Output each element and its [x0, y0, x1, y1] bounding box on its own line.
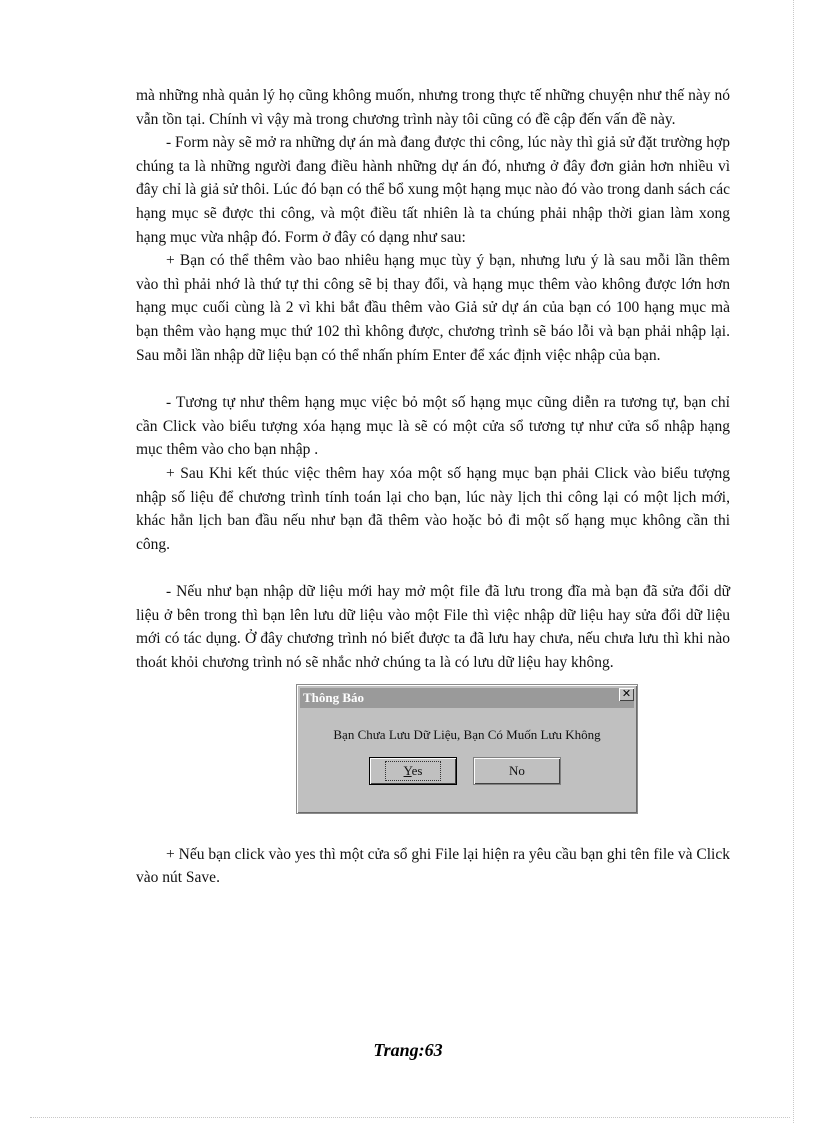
dialog-figure	[136, 684, 730, 834]
paragraph-4: - Tương tự như thêm hạng mục việc bỏ một số hạng mục cũng diễn ra tương tự, bạn chỉ cần Click vào biểu tượng xóa hạng mục là sẽ có một cửa sổ tương tự như cửa sổ nhập hạng mục thêm vào cho bạn nhập .	[136, 394, 730, 459]
paragraph-2: - Form này sẽ mở ra những dự án mà đang được thi công, lúc này thì giả sử đặt trường hợp chúng ta là những người đang điều hành những dự án đó, nhưng ở đây đơn giản hơn nhiều vì đây chỉ là giả sử thôi. Lúc đó bạn có thể bổ xung một hạng mục nào đó vào trong danh sách các hạng mục sẽ được thi công, và một điều tất nhiên là ta chúng phải nhập thời gian làm xong hạng mục vừa nhập đó. Form ở đây có dạng như sau:	[136, 134, 730, 246]
paragraph-5: + Sau Khi kết thúc việc thêm hay xóa một số hạng mục bạn phải Click vào biểu tượng nhập số liệu để chương trình tính toán lại cho bạn, lúc này lịch thi công lại có một lịch mới, khác hẳn lịch ban đầu nếu như bạn đã thêm vào hoặc bỏ đi một số hạng mục không cần thi công.	[136, 464, 730, 553]
paragraph-1: mà những nhà quản lý họ cũng không muốn, nhưng trong thực tế những chuyện như thế này nó vẫn tồn tại. Chính vì vậy mà trong chương trình này tôi cũng có đề cập đến vấn đề này.	[136, 87, 730, 128]
paragraph-7: + Nếu bạn click vào yes thì một cửa sổ ghi File lại hiện ra yêu cầu bạn ghi tên file và Click vào nút Save.	[136, 845, 730, 887]
paragraph-3: + Bạn có thể thêm vào bao nhiêu hạng mục tùy ý bạn, nhưng lưu ý là sau mỗi lần thêm vào thì phải nhớ là thứ tự thi công sẽ bị thay đổi, và hạng mục thêm vào không được lớn hơn hạng mục cuối cùng là 2 vì khi bắt đầu thêm vào Giả sử dự án của bạn có 100 hạng mục mà bạn thêm vào hạng mục thứ 102 thì không được, chương trình sẽ báo lỗi và bạn phải nhập lại. Sau mỗi lần nhập dữ liệu bạn có thể nhấn phím Enter để xác định việc nhập của bạn.	[136, 252, 730, 364]
yes-button[interactable]	[369, 757, 457, 785]
page-border-bottom	[30, 1117, 790, 1118]
dialog-message: Bạn Chưa Lưu Dữ Liệu, Bạn Có Muốn Lưu Không	[333, 726, 601, 742]
no-button[interactable]	[473, 757, 561, 785]
page-number: Trang:63	[373, 1040, 443, 1060]
yes-button-label: Yes	[385, 761, 442, 781]
message-dialog	[296, 684, 638, 814]
dialog-title: Thông Báo	[300, 688, 634, 708]
no-button-label: No	[509, 762, 525, 778]
close-icon[interactable]: ✕	[619, 688, 634, 701]
paragraph-6: - Nếu như bạn nhập dữ liệu mới hay mở một file đã lưu trong đĩa mà bạn đã sửa đổi dữ liệu ở bên trong thì bạn lên lưu dữ liệu vào một File thì việc nhập dữ liệu hay sửa đổi dữ liệu mới có tác dụng. Ở đây chương trình nó biết được ta đã lưu hay chưa, nếu chưa lưu thì khi nào thoát khỏi chương trình nó sẽ nhắc nhở chúng ta là có lưu dữ liệu hay không.	[136, 583, 730, 672]
spacer	[136, 367, 730, 391]
spacer	[136, 556, 730, 580]
page-border-right	[793, 0, 794, 1123]
document-body	[136, 84, 730, 890]
